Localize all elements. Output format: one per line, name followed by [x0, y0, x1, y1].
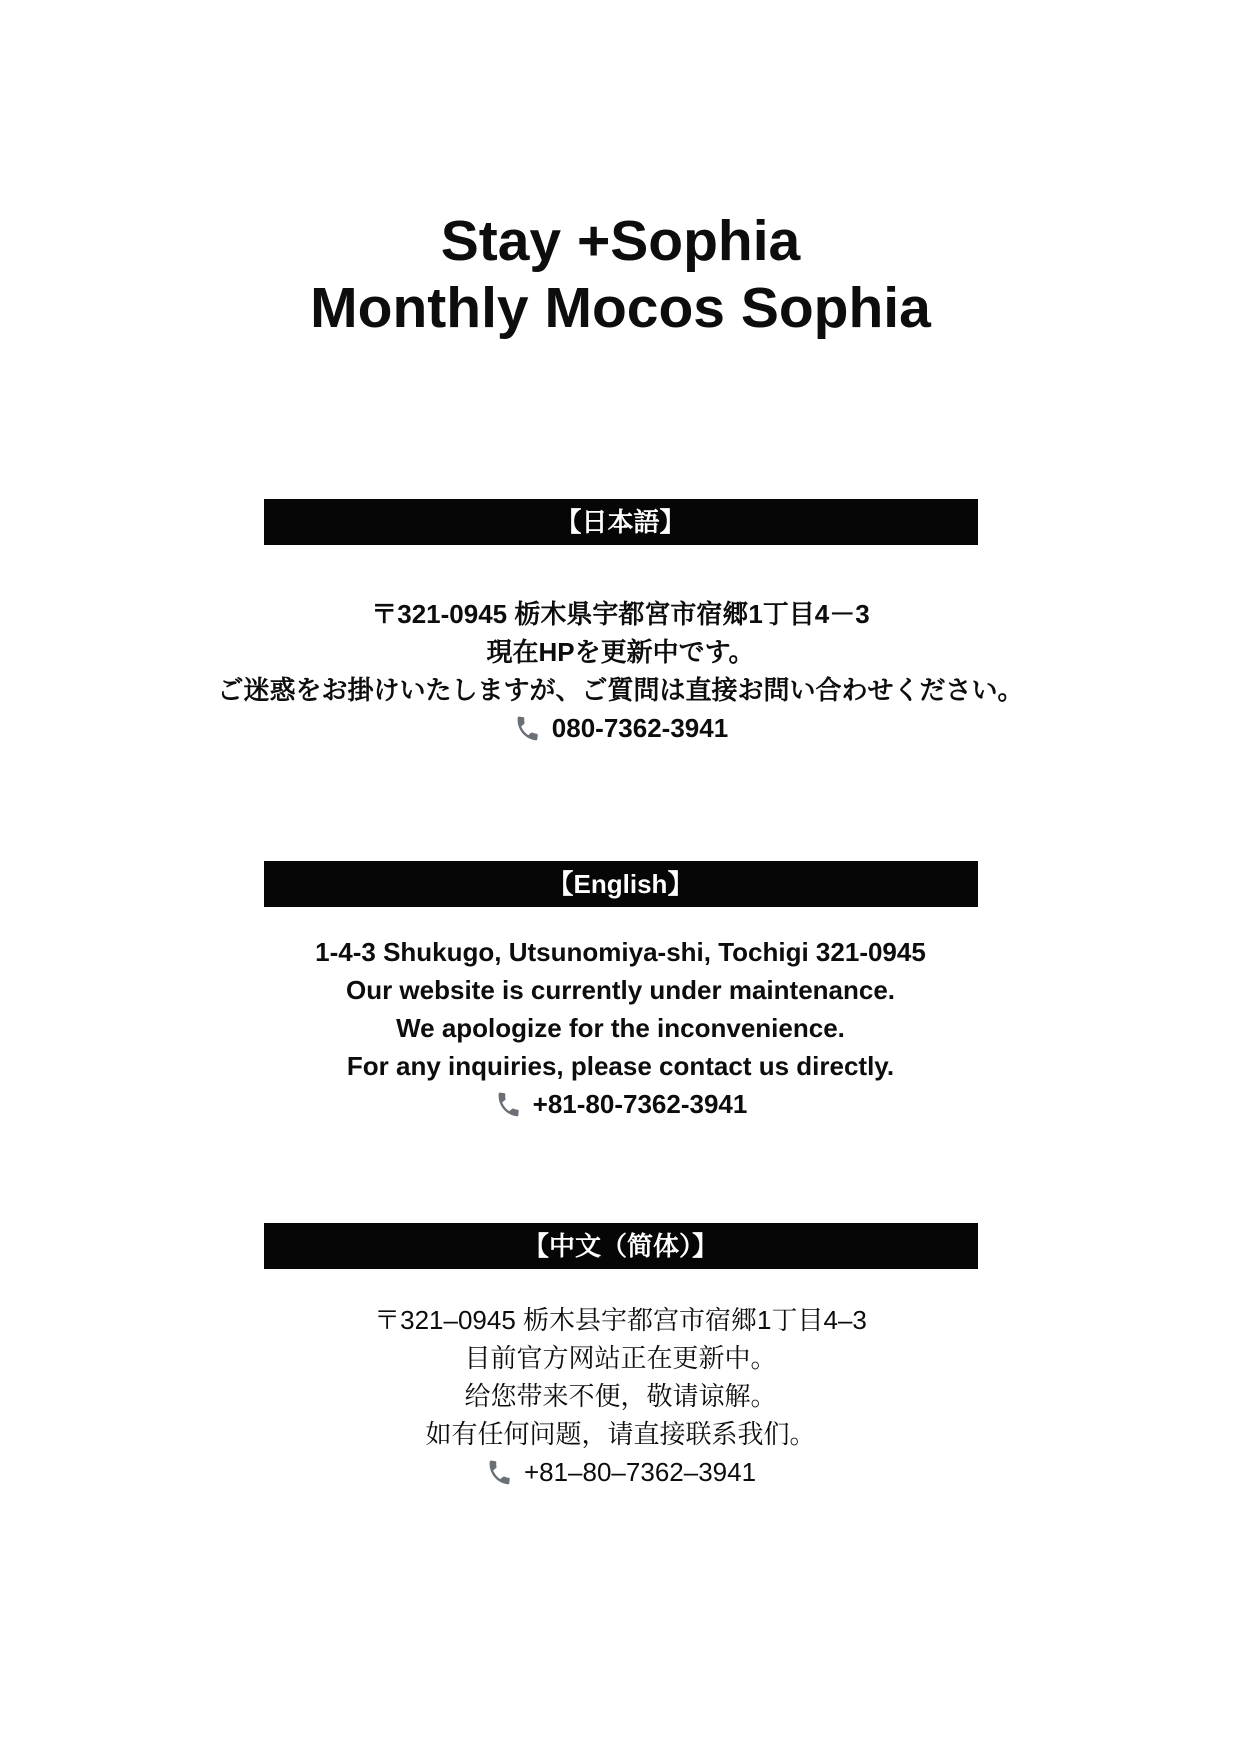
section-body-english	[0, 933, 1241, 1123]
page-title-line2: Monthly Mocos Sophia	[310, 276, 931, 340]
section-body-japanese	[0, 595, 1241, 747]
notice-line: 目前官方网站正在更新中。	[464, 1343, 777, 1373]
section-english	[0, 861, 1241, 1123]
section-body-chinese	[0, 1301, 1241, 1491]
section-header-label: 【中文（简体）】	[522, 1231, 718, 1261]
notice-line: ご迷惑をお掛けいたしますが、ご質問は直接お問い合わせください。	[217, 675, 1024, 705]
notice-line: We apologize for the inconvenience.	[396, 1013, 845, 1043]
phone-receiver-icon	[484, 1456, 516, 1488]
page-title-line1: Stay +Sophia	[440, 209, 801, 273]
phone-receiver-icon	[511, 712, 543, 744]
section-japanese	[0, 499, 1241, 747]
phone-number: +81–80–7362–3941	[523, 1457, 757, 1487]
section-header-japanese	[264, 499, 978, 545]
address-line: 〒321–0945 栃木县宇都宫市宿郷1丁目4–3	[374, 1305, 867, 1335]
section-header-label: 【English】	[547, 869, 694, 899]
section-header-chinese	[264, 1223, 978, 1269]
notice-line: 给您带来不便，敬请谅解。	[464, 1381, 777, 1411]
section-header-label: 【日本語】	[555, 507, 686, 537]
section-chinese-simplified	[0, 1223, 1241, 1491]
address-line: 〒321-0945 栃木県宇都宮市宿郷1丁目4－3	[371, 599, 870, 629]
phone-receiver-icon	[492, 1088, 524, 1120]
phone-number: 080-7362-3941	[551, 713, 729, 743]
notice-line: Our website is currently under maintenance.	[345, 975, 896, 1005]
section-header-english	[264, 861, 978, 907]
phone-line	[0, 1453, 1241, 1491]
page-title	[0, 0, 1241, 342]
notice-line: For any inquiries, please contact us directly.	[346, 1051, 895, 1081]
notice-line: 現在HPを更新中です。	[486, 637, 755, 667]
phone-line	[0, 709, 1241, 747]
notice-line: 如有任何问题，请直接联系我们。	[425, 1419, 816, 1449]
phone-line	[0, 1085, 1241, 1123]
address-line: 1-4-3 Shukugo, Utsunomiya-shi, Tochigi 321-0945	[315, 937, 926, 967]
phone-number: +81-80-7362-3941	[532, 1089, 748, 1119]
